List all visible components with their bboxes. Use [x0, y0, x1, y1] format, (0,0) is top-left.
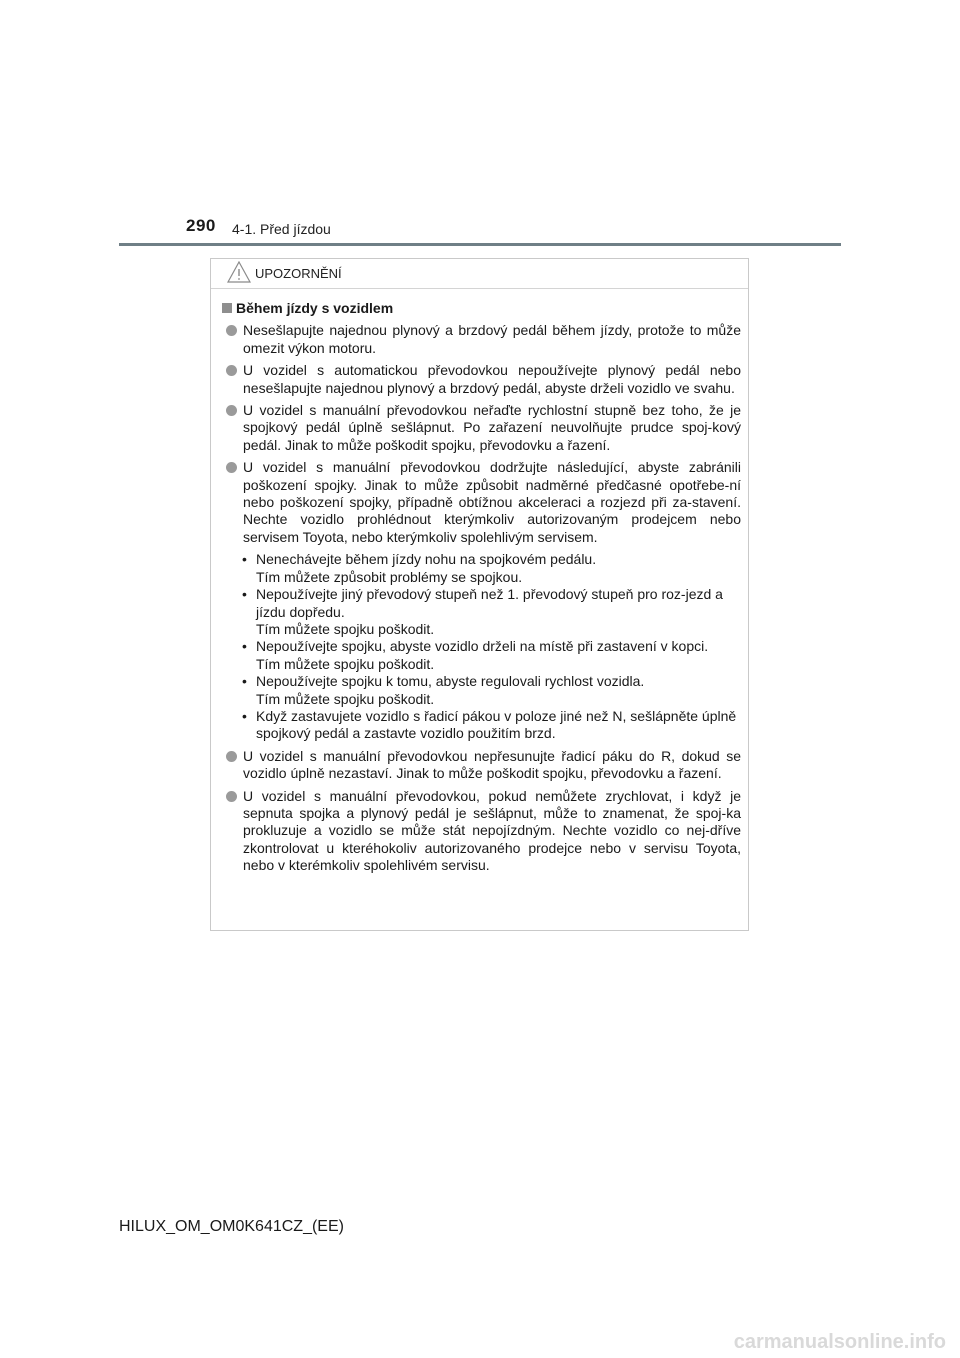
sub-item-note: Tím můžete spojku poškodit. — [256, 655, 435, 672]
section-title: 4-1. Před jízdou — [232, 221, 331, 237]
sub-list-item — [222, 708, 741, 743]
sub-list-marker: • — [242, 551, 247, 568]
warning-bullet — [222, 788, 741, 875]
document-code: HILUX_OM_OM0K641CZ_(EE) — [119, 1218, 344, 1235]
sub-item-note: Tím můžete způsobit problémy se spojkou. — [256, 568, 523, 585]
sub-item-text: Nenechávejte během jízdy nohu na spojkovém pedálu. — [256, 551, 597, 568]
round-bullet-icon — [226, 365, 237, 376]
sub-list-item — [222, 586, 741, 638]
bullet-text: U vozidel s manuální převodovkou, pokud nemůžete zrychlovat, i když je sepnuta spojka a plynový pedál je sešlápnut, může to znamenat, že spoj-ka prokluzuje a vozidlo se může stát nepojízdným. Nechte vozidlo co nej-dříve zkontrolovat u kteréhokoliv autorizovaného prodejce nebo v servisu Toyota, nebo v kterémkoliv spolehlivém servisu. — [243, 787, 741, 874]
sub-item-text: Nepoužívejte spojku k tomu, abyste regulovali rychlost vozidla. — [256, 673, 645, 690]
warning-bullet — [222, 748, 741, 783]
sub-list-marker: • — [242, 707, 247, 724]
bullet-text: U vozidel s automatickou převodovkou nepoužívejte plynový pedál nebo nesešlapujte najednou plynový a brzdový pedál, abyste drželi vozidlo ve svahu. — [243, 362, 741, 396]
round-bullet-icon — [226, 405, 237, 416]
bullet-text: U vozidel s manuální převodovkou dodržujte následující, abyste zabránili poškození spojky. Jinak to může způsobit nadměrné předčasné opotřebe-ní nebo poškození spojky, případně obtížnou akceleraci a rozjezd při za-stavení. Nechte vozidlo prohlédnout kterýmkoliv autorizovaným prodejcem nebo servisem Toyota, nebo kterýmkoliv spolehlivým servisem. — [243, 459, 741, 545]
sub-list-marker: • — [242, 638, 247, 655]
sub-item-text: Nepoužívejte spojku, abyste vozidlo drželi na místě při zastavení v kopci. — [256, 638, 709, 655]
warning-body — [211, 289, 748, 875]
sub-list-item — [222, 638, 741, 673]
warning-bullet — [222, 322, 741, 357]
sub-list-item — [222, 551, 741, 586]
bullet-text: U vozidel s manuální převodovkou nepřesunujte řadicí páku do R, dokud se vozidlo úplně nezastaví. Jinak to může poškodit spojku, převodovku a řazení. — [243, 747, 741, 782]
round-bullet-icon — [226, 751, 237, 762]
sub-heading — [222, 300, 741, 317]
bullet-text: Nesešlapujte najednou plynový a brzdový pedál během jízdy, protože to může omezit výkon motoru. — [243, 322, 741, 356]
page-number: 290 — [186, 216, 216, 235]
warning-title: UPOZORNĚNÍ — [255, 266, 342, 281]
sub-item-text: Když zastavujete vozidlo s řadicí pákou v poloze jiné než N, sešlápněte úplně spojkový pedál a zastavte vozidlo použitím brzd. — [256, 707, 737, 742]
warning-header — [211, 259, 748, 289]
sub-item-text: Nepoužívejte jiný převodový stupeň než 1. převodový stupeň pro roz-jezd a jízdu dopředu. — [256, 586, 723, 620]
round-bullet-icon — [226, 791, 237, 802]
bullet-text: U vozidel s manuální převodovkou neřaďte rychlostní stupně bez toho, že je spojkový pedál úplně sešlápnut. Po zařazení neuvolňujte prudce spoj-kový pedál. Jinak to může poškodit spojku, převodovku a řazení. — [243, 402, 741, 453]
sub-item-note: Tím můžete spojku poškodit. — [256, 690, 435, 707]
sub-list-item — [222, 673, 741, 708]
watermark: carmanualsonline.info — [733, 1331, 946, 1353]
warning-bullet — [222, 362, 741, 397]
warning-bullet — [222, 459, 741, 546]
sub-item-note: Tím můžete spojku poškodit. — [256, 620, 435, 637]
sub-list-marker: • — [242, 673, 247, 690]
sub-list — [222, 551, 741, 742]
warning-bullet — [222, 402, 741, 454]
sub-heading-text: Během jízdy s vozidlem — [236, 300, 394, 316]
round-bullet-icon — [226, 325, 237, 336]
warning-triangle-icon — [227, 261, 251, 283]
square-bullet-icon — [222, 303, 232, 313]
sub-list-marker: • — [242, 586, 247, 603]
round-bullet-icon — [226, 462, 237, 473]
warning-box — [210, 258, 749, 931]
header-rule — [119, 243, 841, 246]
